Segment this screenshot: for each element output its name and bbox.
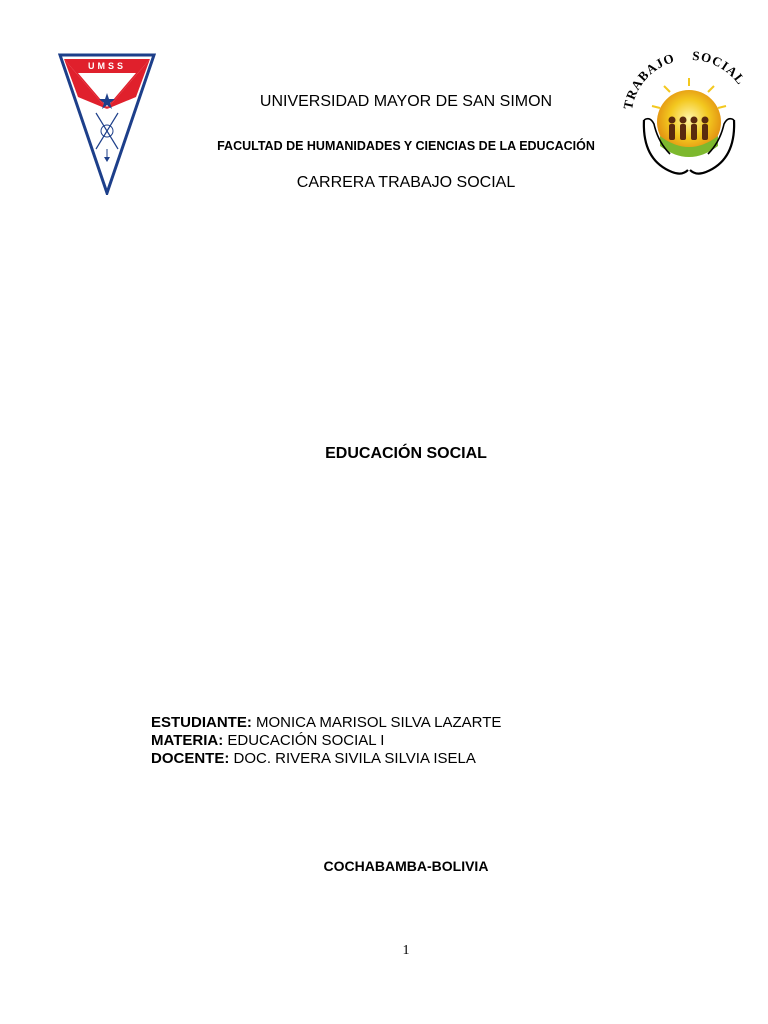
teacher-line: [151, 750, 671, 768]
course-label: MATERIA:: [151, 732, 224, 749]
course-value: EDUCACIÓN SOCIAL I: [223, 732, 385, 749]
career-title: CARRERA TRABAJO SOCIAL: [296, 174, 516, 191]
student-label: ESTUDIANTE:: [151, 714, 252, 731]
umss-crest-text: UMSS: [87, 61, 127, 71]
svg-text:TRABAJO: RABAJO: [622, 50, 677, 102]
subject-title: EDUCACIÓN SOCIAL: [325, 445, 487, 462]
faculty-title: FACULTAD DE HUMANIDADES Y CIENCIAS DE LA EDUCACIÓN: [217, 139, 595, 153]
trabajo-social-logo: [622, 50, 756, 186]
page-number: 1: [402, 943, 410, 958]
university-title: UNIVERSIDAD MAYOR DE SAN SIMON: [259, 93, 553, 110]
course-line: [151, 732, 671, 750]
teacher-label: DOCENTE:: [151, 750, 230, 767]
svg-text:SOCIAL: SOCIAL: [691, 50, 749, 88]
trabajo-social-emblem-icon: [622, 50, 756, 186]
teacher-value: DOC. RIVERA SIVILA SILVIA ISELA: [229, 750, 476, 767]
location-line: COCHABAMBA-BOLIVIA: [323, 858, 489, 874]
student-value: MONICA MARISOL SILVA LAZARTE: [251, 714, 502, 731]
student-line: [151, 714, 671, 732]
